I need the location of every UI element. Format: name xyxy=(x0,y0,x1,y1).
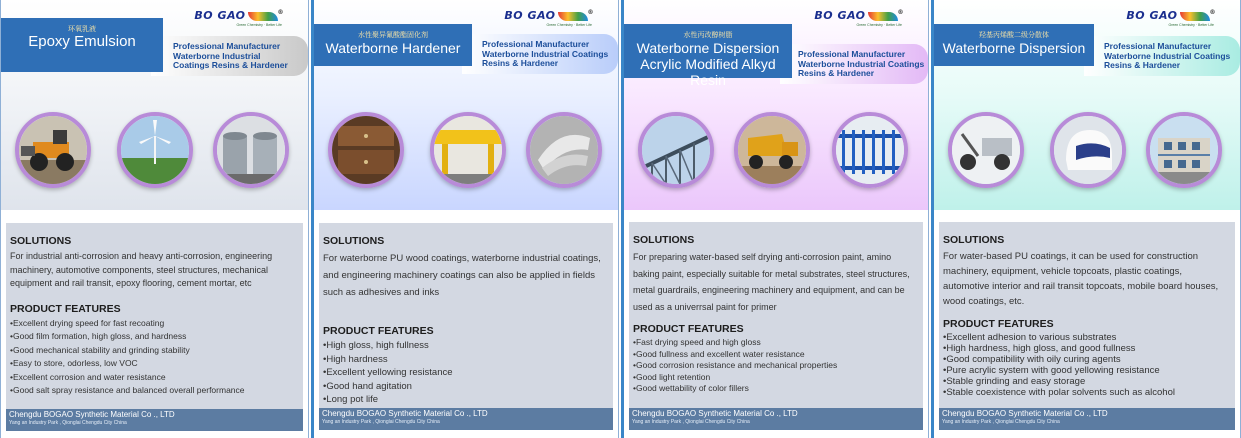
features-list xyxy=(943,332,1231,398)
company-address: Yang an Industry Park , Qionglai Chengdu City China xyxy=(322,419,440,425)
feature-item: • Good wettability of color fillers xyxy=(633,383,919,395)
application-photos xyxy=(1,112,308,192)
manufacturer-tagline: Professional Manufacturer Waterborne Industrial Coatings Resins & Hardener xyxy=(1084,36,1240,76)
solutions-heading: SOLUTIONS xyxy=(323,235,385,247)
feature-item: • Good compatibility with oily curing agents xyxy=(943,354,1231,365)
panel-waterborne-dispersion xyxy=(931,0,1241,438)
feature-item: • Stable coexistence with polar solvents such as alcohol xyxy=(943,387,1231,398)
solutions-text: For waterborne PU wood coatings, waterborne industrial coatings, and engineering machinery coatings can also be applied in fields such as adhesives and inks xyxy=(323,253,601,298)
features-heading: PRODUCT FEATURES xyxy=(633,323,744,335)
product-title-en: Waterborne Dispersion xyxy=(942,40,1086,56)
feature-item: • High hardness, high gloss, and good fullness xyxy=(943,343,1231,354)
company-name: Chengdu BOGAO Synthetic Material Co ., LTD xyxy=(632,409,798,418)
logo-swoosh-icon xyxy=(1180,12,1210,21)
product-title-en: Epoxy Emulsion xyxy=(28,33,136,50)
yellow-crane-photo xyxy=(430,112,506,188)
product-info-box xyxy=(939,222,1235,412)
feature-item: • Good light retention xyxy=(633,372,919,384)
feature-item: • Excellent drying speed for fast recoating xyxy=(10,317,299,331)
feature-item: • Good hand agitation xyxy=(323,380,609,394)
bogao-logo: BO GAO ® xyxy=(1126,9,1216,22)
feature-item: • Stable grinding and easy storage xyxy=(943,376,1231,387)
feature-item: • Long pot life xyxy=(323,393,609,407)
product-title-zh: 羟基丙烯酸二级分散体 xyxy=(979,31,1049,39)
features-heading: PRODUCT FEATURES xyxy=(943,318,1054,330)
product-title-box xyxy=(934,24,1094,66)
feature-item: • Good corrosion resistance and mechanical properties xyxy=(633,360,919,372)
dump-truck-photo xyxy=(734,112,810,188)
logo-tagline: Green Chemistry · Better Life xyxy=(236,23,282,27)
product-title-en: Waterborne Dispersion xyxy=(636,40,780,56)
helmet-photo xyxy=(1050,112,1126,188)
features-list xyxy=(10,317,299,398)
product-title-zh: 水性聚异氰酸酯固化剂 xyxy=(358,31,428,39)
product-title-zh: 环氧乳液 xyxy=(68,25,96,33)
wind-turbine-photo xyxy=(117,112,193,188)
manufacturer-tagline: Professional Manufacturer Waterborne Industrial Coatings Resins & Hardener xyxy=(780,44,928,84)
product-title-en-line2: Acrylic Modified Alkyd Resin xyxy=(640,56,776,88)
features-heading: PRODUCT FEATURES xyxy=(10,302,121,315)
feature-item: • Excellent adhesion to various substrates xyxy=(943,332,1231,343)
product-title-en: Waterborne Hardener xyxy=(325,40,461,56)
application-photos xyxy=(314,112,618,192)
bogao-logo: BO GAO ® xyxy=(814,9,904,22)
feature-item: • High gloss, high fullness xyxy=(323,339,609,353)
product-title-box xyxy=(1,18,163,72)
panel-waterborne-hardener xyxy=(311,0,619,438)
company-footer xyxy=(6,409,303,431)
logo-swoosh-icon xyxy=(868,12,898,21)
electric-tricycle-photo xyxy=(948,112,1024,188)
company-footer xyxy=(629,408,923,430)
solutions-heading: SOLUTIONS xyxy=(633,234,695,246)
features-list xyxy=(633,337,919,395)
company-address: Yang an Industry Park , Qionglai Chengdu City China xyxy=(632,419,750,425)
car-part-photo xyxy=(526,112,602,188)
product-title-box xyxy=(624,24,792,88)
logo-swoosh-icon xyxy=(558,12,588,21)
feature-item: • Pure acrylic system with good yellowing resistance xyxy=(943,365,1231,376)
product-info-box xyxy=(629,222,923,412)
logo-tagline: Green Chemistry · Better Life xyxy=(856,23,902,27)
feature-item: • Excellent yellowing resistance xyxy=(323,366,609,380)
features-list xyxy=(323,339,609,407)
product-title-zh: 水性丙改醇树脂 xyxy=(683,31,733,39)
manufacturer-tagline: Professional Manufacturer Waterborne Industrial Coatings Resins & Hardener xyxy=(151,36,308,76)
feature-item: • Good mechanical stability and grinding stability xyxy=(10,344,299,358)
panel-acrylic-modified-alkyd xyxy=(621,0,929,438)
product-info-box xyxy=(6,223,303,412)
manufacturer-tagline: Professional Manufacturer Waterborne Industrial Coatings Resins & Hardener xyxy=(462,34,618,74)
features-heading: PRODUCT FEATURES xyxy=(323,325,434,337)
panel-epoxy-emulsion xyxy=(0,0,309,438)
company-address: Yang an Industry Park , Qionglai Chengdu City China xyxy=(9,420,127,426)
product-info-box xyxy=(319,223,613,412)
company-name: Chengdu BOGAO Synthetic Material Co ., LTD xyxy=(322,409,488,418)
metal-guardrail-photo xyxy=(832,112,908,188)
feature-item: • Fast drying speed and high gloss xyxy=(633,337,919,349)
feature-item: • Easy to store, odorless, low VOC xyxy=(10,357,299,371)
feature-item: • High hardness xyxy=(323,353,609,367)
mobile-board-house-photo xyxy=(1146,112,1222,188)
company-footer xyxy=(319,408,613,430)
logo-swoosh-icon xyxy=(248,12,278,21)
company-footer xyxy=(939,408,1235,430)
solutions-text: For preparing water-based self drying anti-corrosion paint, amino baking paint, especially suitable for metal substrates, steel structures, metal guardrails, engineering machinery and equipment, and can be used as a univerrsal paint for primer xyxy=(633,252,910,312)
feature-item: • Good fullness and excellent water resistance xyxy=(633,349,919,361)
logo-tagline: Green Chemistry · Better Life xyxy=(546,23,592,27)
logo-tagline: Green Chemistry · Better Life xyxy=(1168,23,1214,27)
feature-item: • Good film formation, high gloss, and hardness xyxy=(10,330,299,344)
wheel-loader-photo xyxy=(15,112,91,188)
solutions-heading: SOLUTIONS xyxy=(943,234,1005,246)
application-photos xyxy=(624,112,928,192)
company-name: Chengdu BOGAO Synthetic Material Co ., LTD xyxy=(942,409,1108,418)
steel-bridge-photo xyxy=(638,112,714,188)
solutions-heading: SOLUTIONS xyxy=(10,235,72,247)
solutions-text: For water-based PU coatings, it can be used for construction machinery, equipment, vehicle topcoats, plastic coatings, automotive interior and rail transit topcoats, mobile board houses, wood coatings, etc. xyxy=(943,251,1219,307)
solutions-text: For industrial anti-corrosion and heavy anti-corrosion, engineering machinery, automotive components, steel structures, mechanical equipment and rail transit, epoxy flooring, cement mortar, etc xyxy=(10,251,273,288)
company-address: Yang an Industry Park , Qionglai Chengdu City China xyxy=(942,419,1060,425)
wood-cabinet-photo xyxy=(328,112,404,188)
company-name: Chengdu BOGAO Synthetic Material Co ., LTD xyxy=(9,410,175,419)
steel-tanks-photo xyxy=(213,112,289,188)
product-title-box xyxy=(314,24,472,66)
bogao-logo: BO GAO ® xyxy=(194,9,284,22)
application-photos xyxy=(934,112,1240,192)
bogao-logo: BO GAO ® xyxy=(504,9,594,22)
feature-item: • Good salt spray resistance and balanced overall performance xyxy=(10,384,299,398)
feature-item: • Excellent corrosion and water resistance xyxy=(10,371,299,385)
